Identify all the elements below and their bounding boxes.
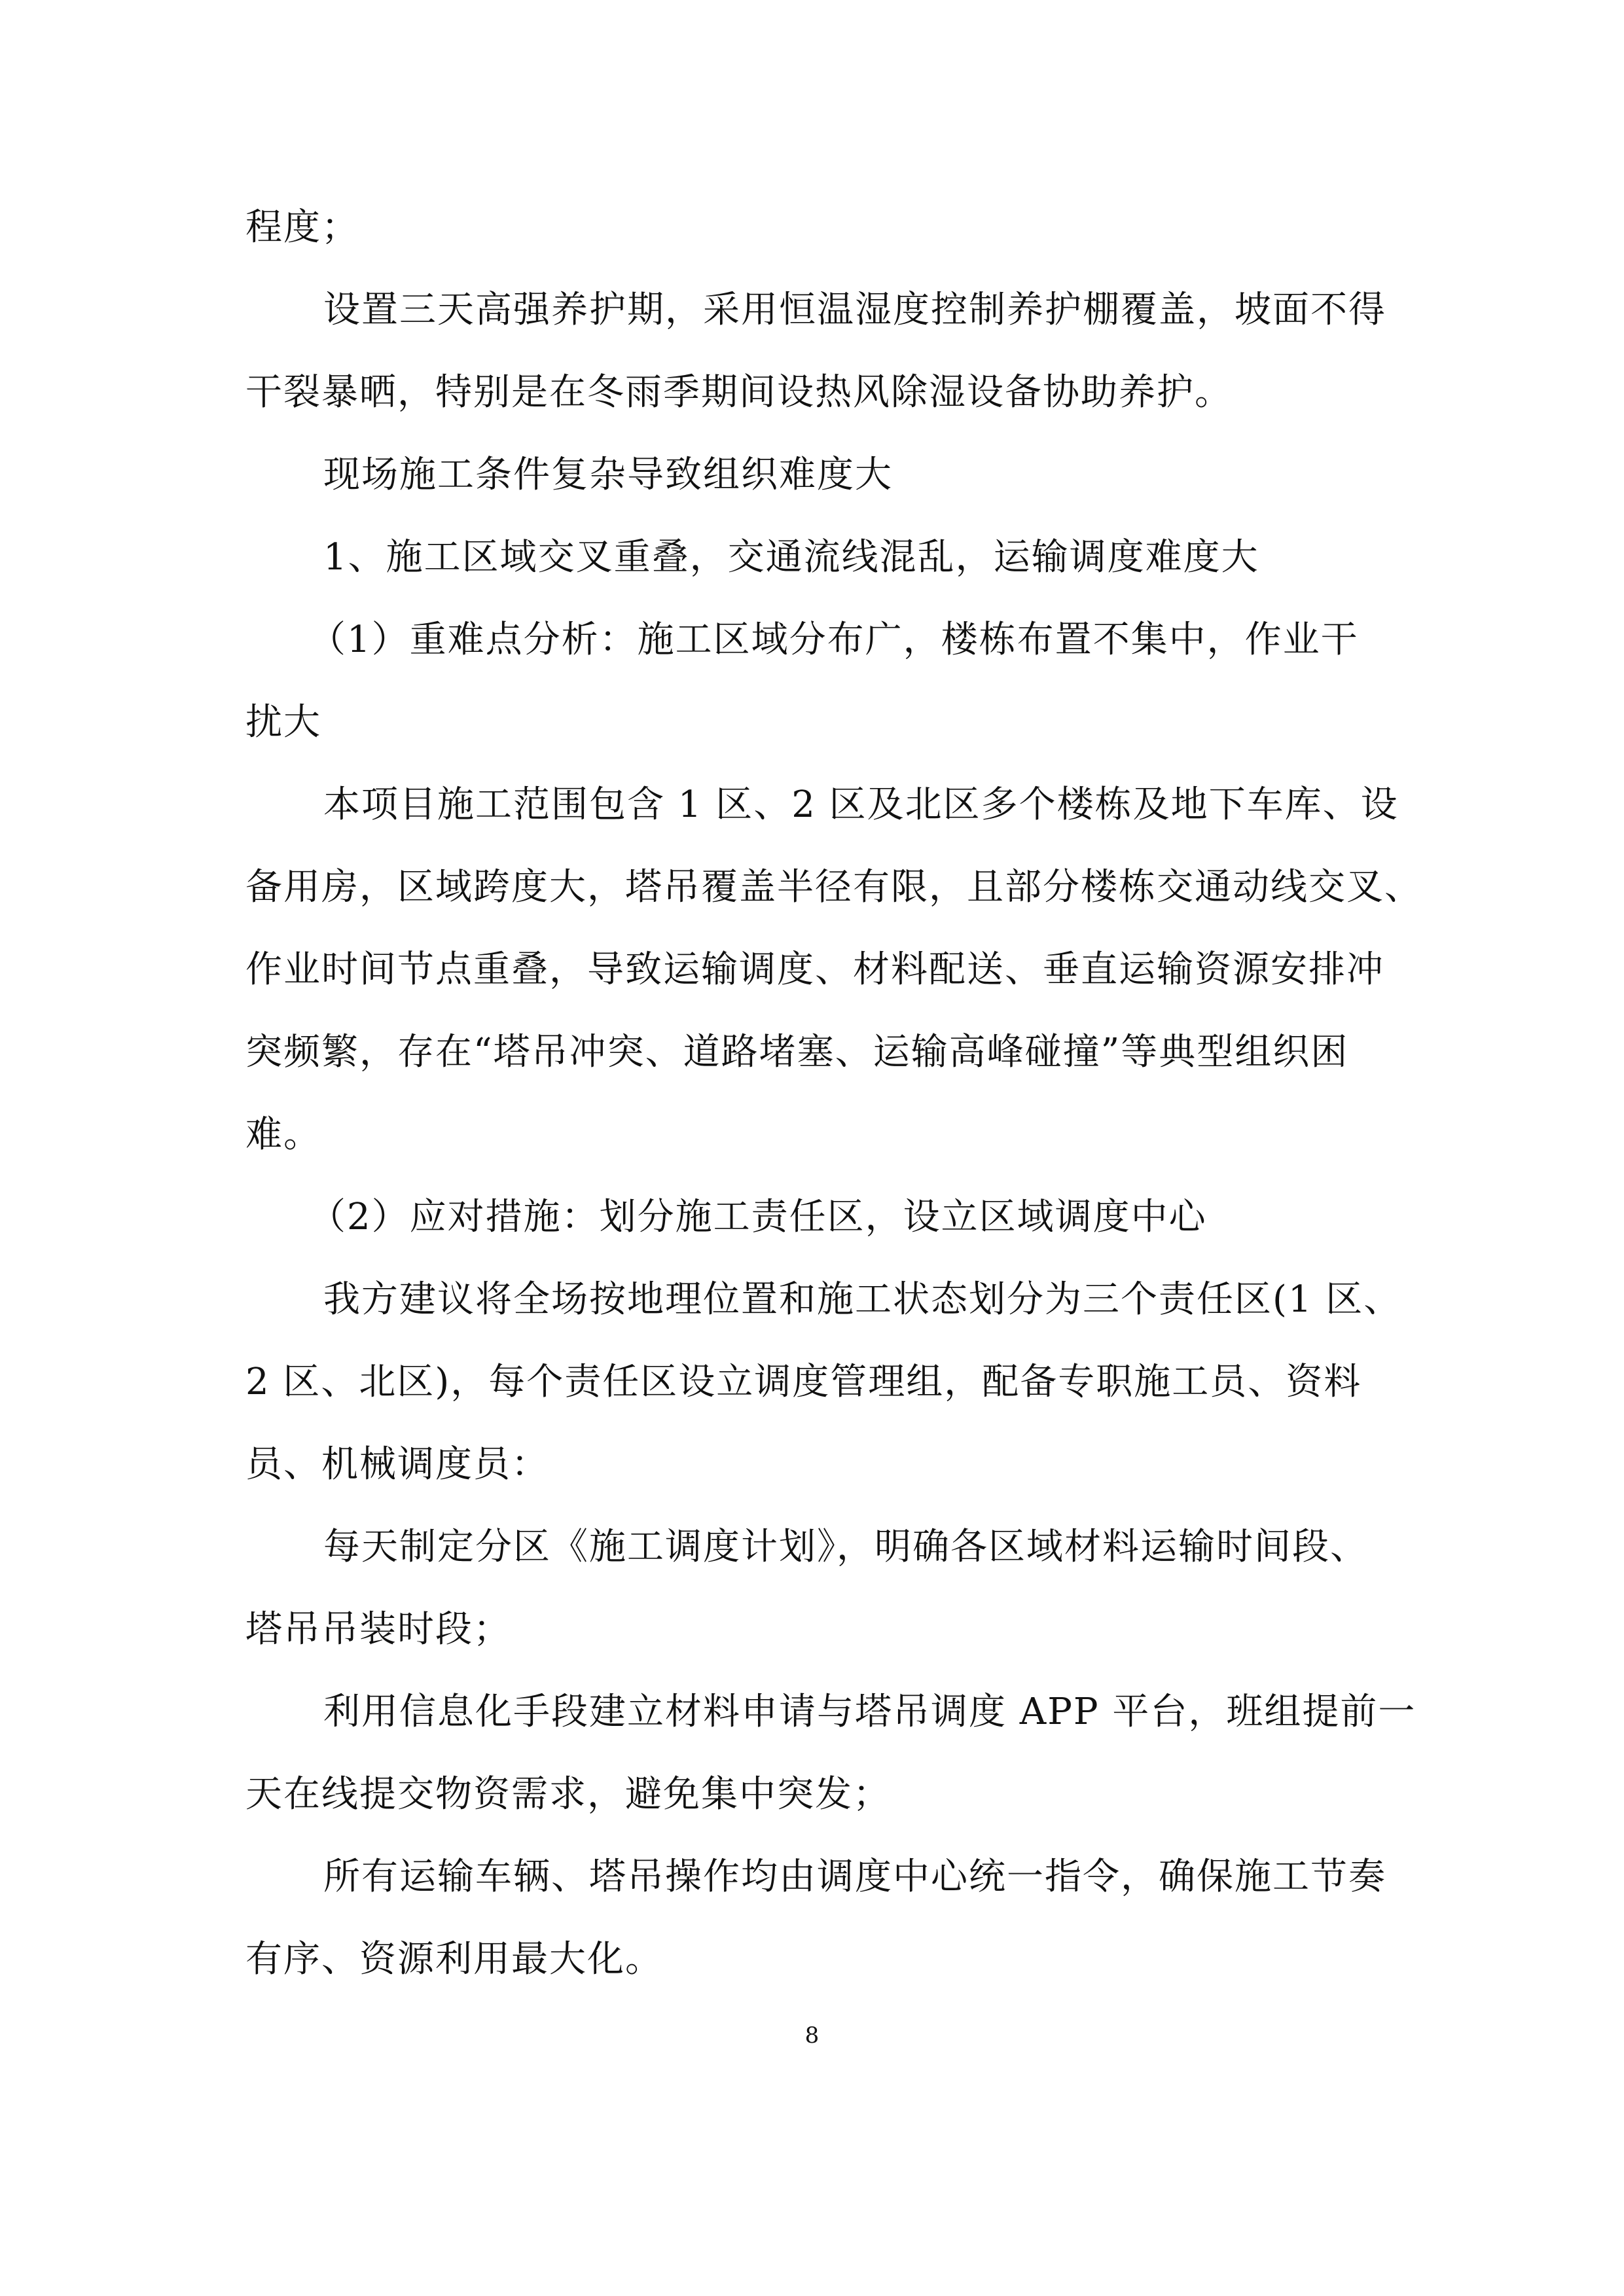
- section-heading: 现场施工条件复杂导致组织难度大: [323, 454, 893, 496]
- text-line: 有序、资源利用最大化。: [245, 1938, 663, 1981]
- text-line: 2 区、北区)，每个责任区设立调度管理组，配备专职施工员、资料: [245, 1361, 1362, 1403]
- text-line: 所有运输车辆、塔吊操作均由调度中心统一指令，确保施工节奏: [323, 1856, 1386, 1898]
- text-line: 员、机械调度员：: [245, 1443, 549, 1486]
- text-line: （1）重难点分析：施工区域分布广，楼栋布置不集中，作业干: [309, 619, 1359, 661]
- text-line: （2）应对措施：划分施工责任区，设立区域调度中心: [309, 1196, 1207, 1238]
- text-line: 程度；: [245, 206, 359, 249]
- text-line: 难。: [245, 1113, 321, 1156]
- text-line: 备用房，区域跨度大，塔吊覆盖半径有限，且部分楼栋交通动线交叉、: [245, 866, 1422, 908]
- text-line: 设置三天高强养护期，采用恒温湿度控制养护棚覆盖，坡面不得: [323, 289, 1386, 331]
- page-number: 8: [804, 2022, 820, 2049]
- text-line: 利用信息化手段建立材料申请与塔吊调度 APP 平台，班组提前一: [323, 1691, 1416, 1733]
- text-line: 突频繁，存在“塔吊冲突、道路堵塞、运输高峰碰撞”等典型组织困: [245, 1031, 1349, 1073]
- text-line: 天在线提交物资需求，避免集中突发；: [245, 1773, 891, 1816]
- text-line: 干裂暴晒，特别是在冬雨季期间设热风除湿设备协助养护。: [245, 371, 1233, 414]
- subsection-heading: 1、施工区域交叉重叠，交通流线混乱，运输调度难度大: [323, 536, 1259, 579]
- text-line: 作业时间节点重叠，导致运输调度、材料配送、垂直运输资源安排冲: [245, 948, 1384, 991]
- text-line: 本项目施工范围包含 1 区、2 区及北区多个楼栋及地下车库、设: [323, 783, 1399, 826]
- text-line: 每天制定分区《施工调度计划》，明确各区域材料运输时间段、: [323, 1526, 1368, 1568]
- text-line: 扰大: [245, 701, 321, 744]
- text-line: 塔吊吊装时段；: [245, 1608, 511, 1651]
- text-line: 我方建议将全场按地理位置和施工状态划分为三个责任区(1 区、: [323, 1278, 1402, 1321]
